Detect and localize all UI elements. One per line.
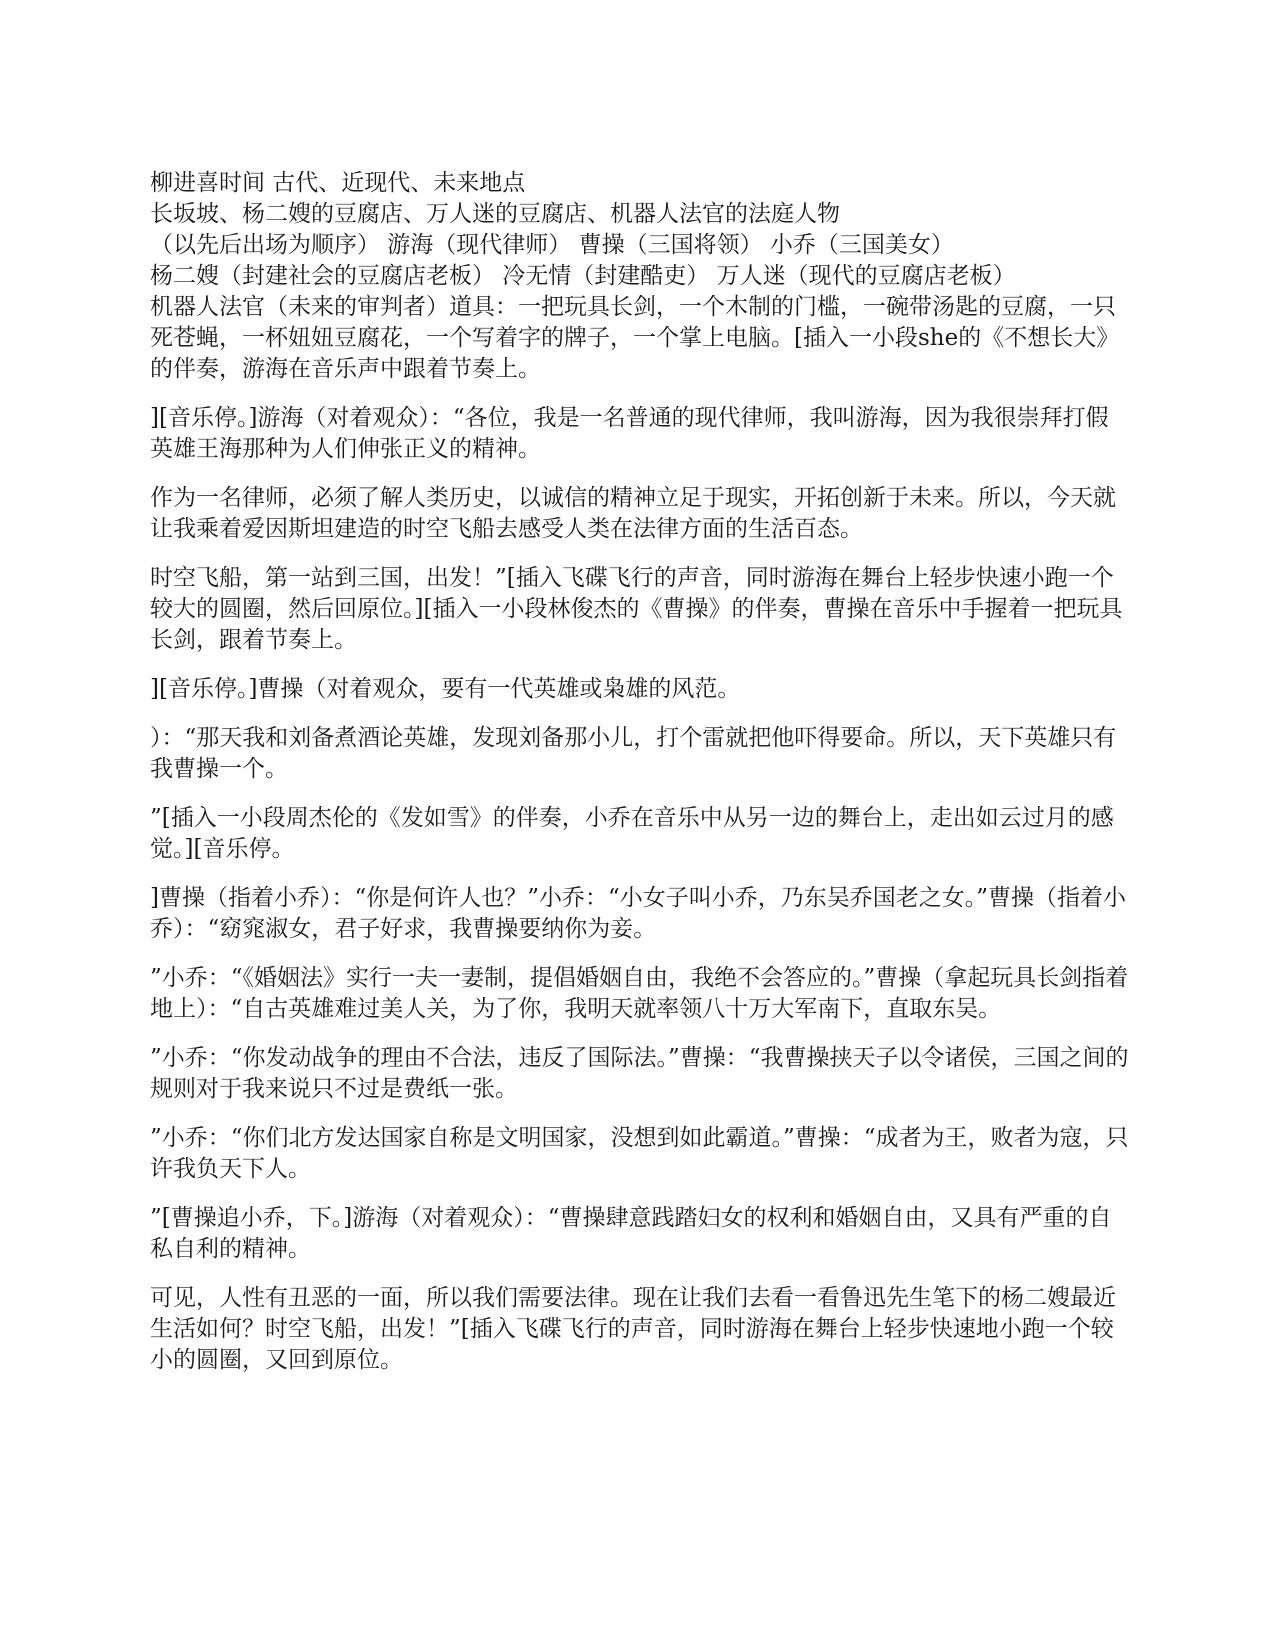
paragraph: 时空飞船，第一站到三国，出发！”[插入飞碟飞行的声音，同时游海在舞台上轻步快速小跑一个较大的圆圈，然后回原位。][插入一小段林俊杰的《曹操》的伴奏，曹操在音乐中手握着一把玩具长剑，跟着节奏上。 — [150, 565, 1123, 653]
header-line-props: 机器人法官（未来的审判者）道具：一把玩具长剑，一个木制的门槛，一碗带汤匙的豆腐，一只死苍蝇，一杯妞妞豆腐花，一个写着字的牌子，一个掌上电脑。[插入一小段she的《不想长大》的伴奏，游海在音乐声中跟着节奏上。 — [150, 294, 1120, 382]
paragraph: ”小乔：“你发动战争的理由不合法，违反了国际法。”曹操：“我曹操挟天子以令诸侯，三国之间的规则对于我来说只不过是费纸一张。 — [150, 1045, 1129, 1102]
script-header — [150, 168, 1130, 385]
document-body — [150, 168, 1130, 1394]
header-line-author-time-place: 柳进喜时间 古代、近现代、未来地点 — [150, 170, 526, 196]
paragraph: 可见，人性有丑恶的一面，所以我们需要法律。现在让我们去看一看鲁迅先生笔下的杨二嫂最近生活如何？时空飞船，出发！”[插入飞碟飞行的声音，同时游海在舞台上轻步快速地小跑一个较小的圆圈，又回到原位。 — [150, 1285, 1116, 1373]
paragraph: ”[插入一小段周杰伦的《发如雪》的伴奏，小乔在音乐中从另一边的舞台上，走出如云过月的感觉。][音乐停。 — [150, 805, 1114, 862]
header-line-locations: 长坂坡、杨二嫂的豆腐店、万人迷的豆腐店、机器人法官的法庭人物 — [150, 201, 840, 227]
paragraph: ”小乔：“你们北方发达国家自称是文明国家，没想到如此霸道。”曹操：“成者为王，败者为寇，只许我负天下人。 — [150, 1125, 1129, 1182]
paragraph: ”小乔：“《婚姻法》实行一夫一妻制，提倡婚姻自由，我绝不会答应的。”曹操（拿起玩具长剑指着地上）：“自古英雄难过美人关，为了你，我明天就率领八十万大军南下，直取东吴。 — [150, 965, 1129, 1022]
paragraph: ]曹操（指着小乔）：“你是何许人也？”小乔：“小女子叫小乔，乃东吴乔国老之女。”曹操（指着小乔）：“窈窕淑女，君子好求，我曹操要纳你为妾。 — [150, 885, 1127, 942]
paragraph: ][音乐停。]游海（对着观众）：“各位，我是一名普通的现代律师，我叫游海，因为我很崇拜打假英雄王海那种为人们伸张正义的精神。 — [150, 405, 1109, 462]
paragraph: ”[曹操追小乔，下。]游海（对着观众）：“曹操肆意践踏妇女的权利和婚姻自由，又具有严重的自私自利的精神。 — [150, 1205, 1112, 1262]
paragraph: ）：“那天我和刘备煮酒论英雄，发现刘备那小儿，打个雷就把他吓得要命。所以，天下英雄只有我曹操一个。 — [150, 725, 1117, 782]
header-line-characters-1: （以先后出场为顺序） 游海（现代律师） 曹操（三国将领） 小乔（三国美女） — [150, 232, 954, 258]
paragraph: ][音乐停。]曹操（对着观众，要有一代英雄或枭雄的风范。 — [150, 676, 741, 702]
paragraph: 作为一名律师，必须了解人类历史，以诚信的精神立足于现实，开拓创新于未来。所以，今天就让我乘着爱因斯坦建造的时空飞船去感受人类在法律方面的生活百态。 — [150, 485, 1116, 542]
header-line-characters-2: 杨二嫂（封建社会的豆腐店老板） 冷无情（封建酷吏） 万人迷（现代的豆腐店老板） — [150, 263, 1016, 289]
